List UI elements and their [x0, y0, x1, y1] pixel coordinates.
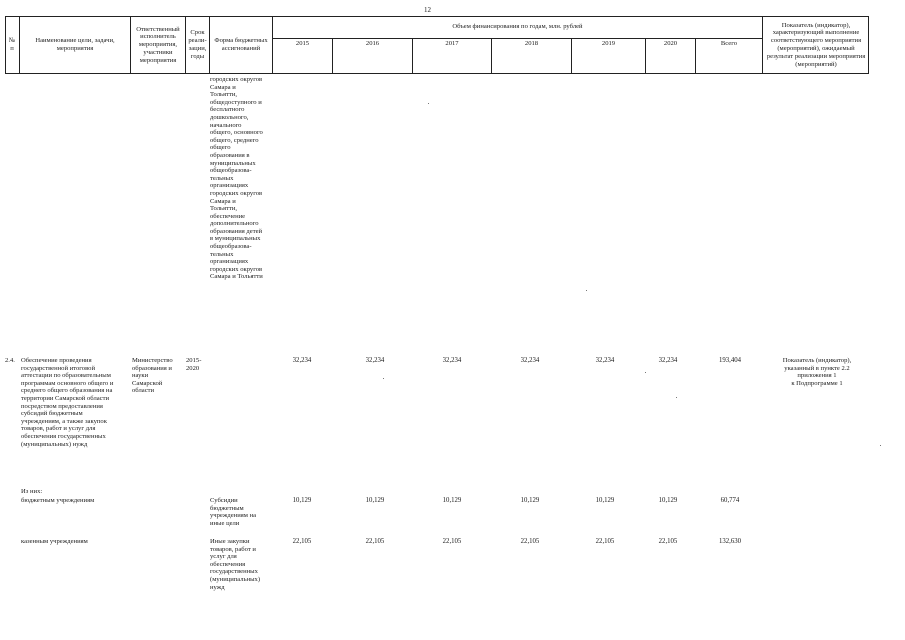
scan-speck — [676, 397, 677, 398]
budget-value-2018: 10,129 — [520, 497, 540, 504]
table-header — [5, 16, 869, 74]
header-year-total: Всего — [720, 40, 738, 48]
vline — [762, 16, 763, 74]
header-year-2019: 2019 — [601, 40, 616, 48]
header-col-form: Форма бюджетных ассигнований — [214, 37, 268, 52]
state-value-total: 132,630 — [718, 538, 742, 545]
state-value-2016: 22,105 — [365, 538, 385, 545]
state-value-2017: 22,105 — [442, 538, 462, 545]
value-total: 193,404 — [718, 357, 742, 364]
scan-speck — [383, 378, 384, 379]
value-2020: 32,234 — [658, 357, 678, 364]
budget-value-2015: 10,129 — [292, 497, 312, 504]
header-col-responsible: Ответственный исполнитель мероприятия, участники мероприятия — [136, 25, 180, 64]
value-2015: 32,234 — [292, 357, 312, 364]
header-year-2016: 2016 — [365, 40, 380, 48]
header-col-period: Срок реали-зации, годы — [188, 29, 207, 60]
header-col-number: № п — [8, 37, 16, 52]
value-2017: 32,234 — [442, 357, 462, 364]
state-value-2018: 22,105 — [520, 538, 540, 545]
budget-row-form: Субсидии бюджетным учреждениям на иные цели — [210, 497, 257, 527]
vline — [19, 16, 20, 74]
value-2019: 32,234 — [595, 357, 615, 364]
scan-speck — [880, 445, 881, 446]
header-col-indicator: Показатель (индикатор), характеризующий выполнение соответствующего мероприятия (мероприятий), ожидаемый результат реализации мероприятия (мероприятий) — [766, 21, 866, 68]
scan-speck — [645, 372, 646, 373]
row-period: 2015- 2020 — [186, 357, 202, 372]
scan-speck — [586, 290, 587, 291]
row-indicator: Показатель (индикатор), указанный в пункте 2.2 приложения 1 к Подпрограмме 1 — [782, 357, 852, 387]
state-value-2019: 22,105 — [595, 538, 615, 545]
row-number: 2.4. — [5, 357, 15, 364]
budget-value-2019: 10,129 — [595, 497, 615, 504]
page-number: 12 — [424, 6, 431, 14]
state-row-name: казенным учреждениям — [21, 538, 88, 545]
budget-value-total: 60,774 — [720, 497, 740, 504]
header-col-name: Наименование цели, задачи, мероприятия — [35, 37, 115, 52]
header-year-2015: 2015 — [295, 40, 310, 48]
header-year-2018: 2018 — [524, 40, 539, 48]
budget-value-2017: 10,129 — [442, 497, 462, 504]
row-responsible: Министерство образования и науки Самарской области — [132, 357, 173, 395]
budget-row-name: бюджетным учреждениям — [21, 497, 95, 504]
continued-form-text: городских округов Самара и Тольятти, общедоступного и бесплатного дошкольного, начального общего, основного общего, среднего общего образования в муниципальных общеобразова- тельных организациях городских округов Самара и Тольятти, обеспечение дополнительного образования детей в муниципальных общеобразова- тельных организациях городских округов Самара и Тольятти — [210, 76, 263, 281]
state-row-form: Иные закупки товаров, работ и услуг для обеспечения государственных (муниципальных) нужд — [210, 538, 261, 591]
of-which-label: Из них: — [21, 488, 43, 495]
value-2018: 32,234 — [520, 357, 540, 364]
vline — [868, 16, 869, 74]
budget-value-2020: 10,129 — [658, 497, 678, 504]
header-col-financing: Объем финансирования по годам, млн. рублей — [452, 23, 583, 31]
scan-speck — [428, 103, 429, 104]
value-2016: 32,234 — [365, 357, 385, 364]
row-name: Обеспечение проведения государственной итоговой аттестации по образовательным программам основного общего и среднего общего образования на территории Самарской области посредством предоставления субсидий бюджетным учреждениям, а также закупок товаров, работ и услуг для обеспечения государственных (муниципальных) нужд — [21, 357, 114, 448]
state-value-2015: 22,105 — [292, 538, 312, 545]
header-year-2017: 2017 — [445, 40, 459, 48]
budget-value-2016: 10,129 — [365, 497, 385, 504]
header-year-2020: 2020 — [663, 40, 678, 48]
state-value-2020: 22,105 — [658, 538, 678, 545]
